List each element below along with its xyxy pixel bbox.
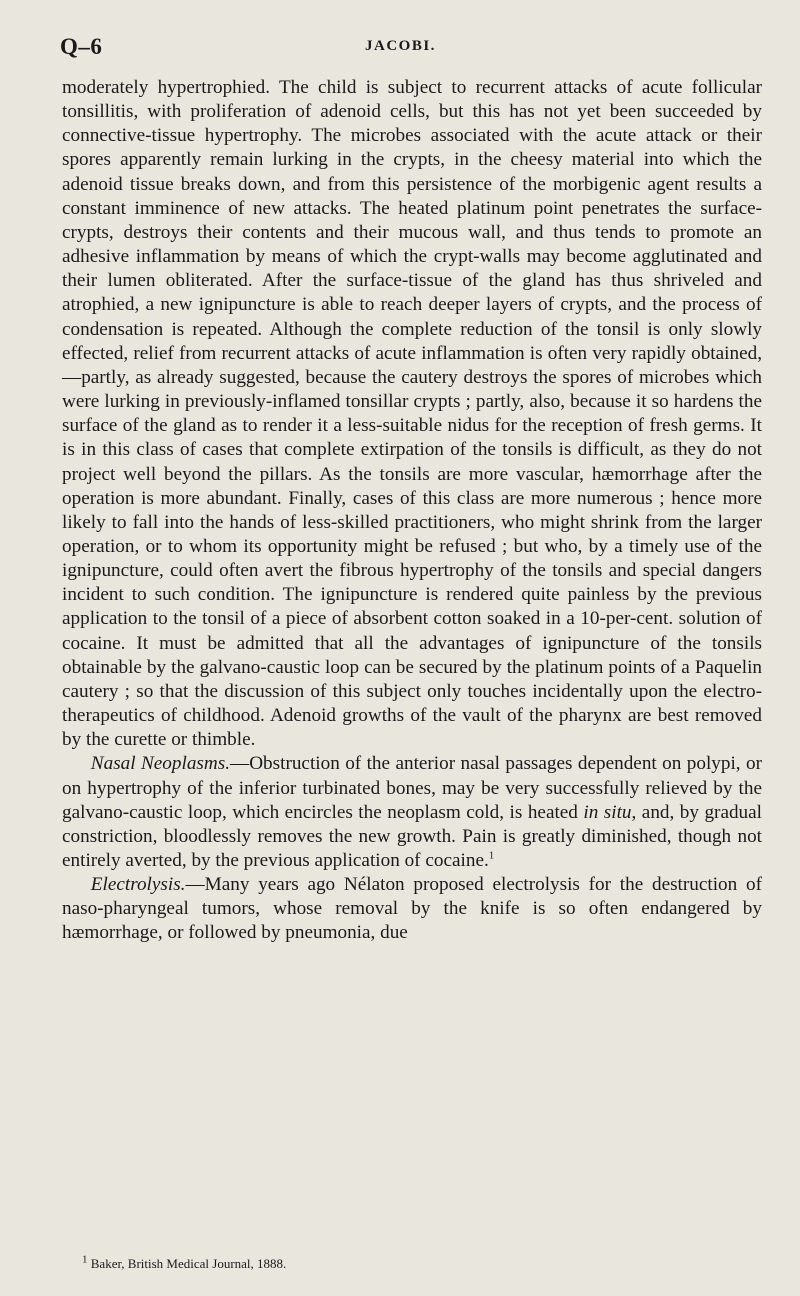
paragraph-electrolysis — [62, 873, 762, 945]
section-heading-electrolysis: Electrolysis. — [90, 874, 186, 896]
footnote-mark: 1 — [82, 1253, 88, 1266]
footnote-text: Baker, British Medical Journal, 1888. — [90, 1256, 287, 1271]
page-number: Q–6 — [60, 34, 103, 59]
footnote — [82, 1253, 287, 1272]
paragraph-nasal-neoplasms — [62, 752, 762, 873]
running-head: JACOBI. — [365, 38, 436, 54]
paragraph-text: , and, by gradual constriction, bloodlessly removes the new growth. Pain is greatly diminished, though not entirely averted, by the previous application of cocaine. — [62, 801, 762, 871]
paragraph-tonsils: moderately hypertrophied. The child is subject to recurrent attacks of acute follicular tonsillitis, with proliferation of adenoid cells, but this has not yet been succeeded by connective-tissue hypertrophy. The microbes associated with the acute attack or their spores apparently remain lurking in the crypts, in the cheesy material into which the adenoid tissue breaks down, and from this persistence of the morbigenic agent results a constant imminence of new attacks. The heated platinum point penetrates the surface-crypts, destroys their contents and their mucous wall, and thus tends to promote an adhesive inflammation by means of which the crypt-walls may become agglutinated and their lumen obliterated. After the surface-tissue of the gland has thus shriveled and atrophied, a new ignipuncture is able to reach deeper layers of crypts, and the process of condensation is repeated. Although the complete reduction of the tonsil is only slowly effected, relief from recurrent attacks of acute inflammation is often very rapidly obtained,—partly, as already suggested, because the cautery destroys the spores of microbes which were lurking in previously-inflamed tonsillar crypts ; partly, also, because it so hardens the surface of the gland as to render it a less-suitable nidus for the reception of fresh germs. It is in this class of cases that complete extirpation of the tonsils is difficult, as they do not project well beyond the pillars. As the tonsils are more vascular, hæmorrhage after the operation is more abundant. Finally, cases of this class are more numerous ; hence more likely to fall into the hands of less-skilled practitioners, who might shrink from the larger operation, or to whom its opportunity might be refused ; but who, by a timely use of the ignipuncture, could often avert the fibrous hypertrophy of the tonsils and special dangers incident to such condition. The ignipuncture is rendered quite painless by the previous application to the tonsil of a piece of absorbent cotton soaked in a 10-per-cent. solution of cocaine. It must be admitted that all the advantages of ignipuncture of the tonsils obtainable by the galvano-caustic loop can be secured by the platinum points of a Paquelin cautery ; so that the discussion of this subject only touches incidentally upon the electro-therapeutics of childhood. Adenoid growths of the vault of the pharynx are best removed by the curette or thimble. — [62, 77, 762, 751]
page-header — [60, 34, 760, 64]
italic-term: in situ — [583, 801, 632, 823]
paragraph-text: —Many years ago Nélaton proposed electrolysis for the destruction of naso-pharyngeal tumors, whose removal by the knife is so often endangered by hæmorrhage, or followed by pneumonia, due — [62, 874, 762, 944]
paragraph-text: —Obstruction of the anterior nasal passages dependent on polypi, or on hypertrophy of the inferior turbinated bones, may be very successfully relieved by the galvano-caustic loop, which encircles the neoplasm cold, is heated — [62, 753, 762, 823]
body-text — [62, 76, 762, 946]
footnote-reference[interactable]: 1 — [488, 849, 495, 862]
section-heading-nasal-neoplasms: Nasal Neoplasms. — [90, 753, 231, 775]
